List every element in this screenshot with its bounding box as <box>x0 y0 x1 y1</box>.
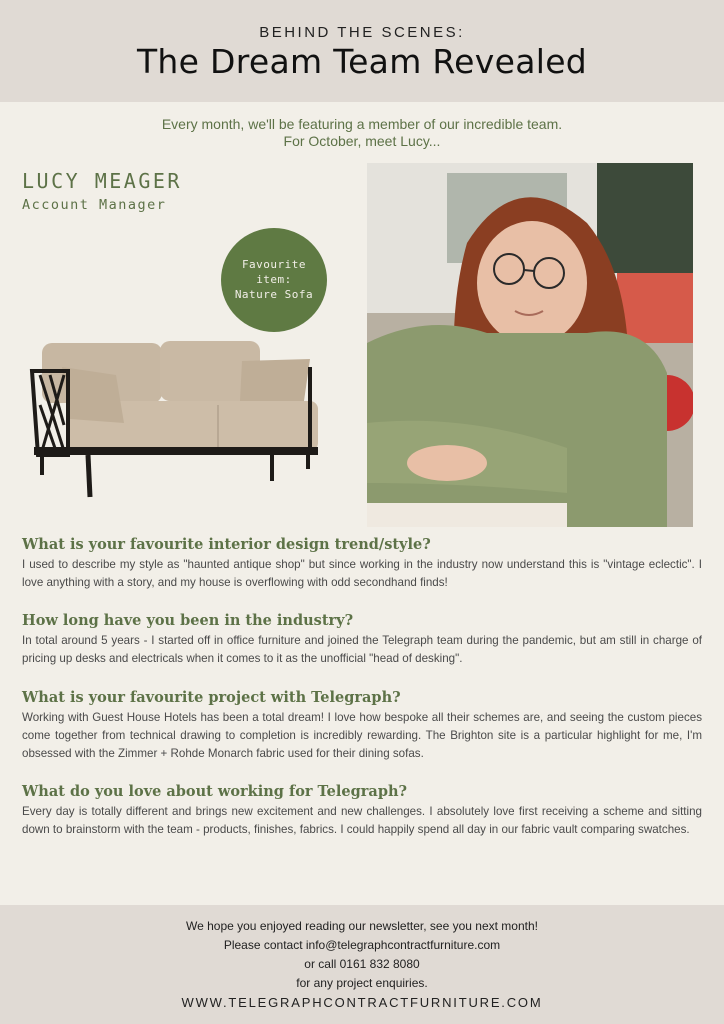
header-band <box>0 0 724 102</box>
favourite-item-badge <box>221 228 327 332</box>
sofa-image <box>28 335 324 503</box>
footer-line-1: We hope you enjoyed reading our newsletter, see you next month! <box>185 919 538 933</box>
intro-line-2: For October, meet Lucy... <box>283 133 441 149</box>
sofa-pillow-left <box>62 367 124 423</box>
qa-question-1: What is your favourite interior design trend/style? <box>22 536 431 553</box>
footer-line-2: Please contact info@telegraphcontractfurniture.com <box>223 938 501 952</box>
photo-face <box>477 221 587 345</box>
portrait-photo <box>367 163 693 527</box>
qa-question-2: How long have you been in the industry? <box>22 612 354 629</box>
intro-line-1: Every month, we'll be featuring a member of our incredible team. <box>161 116 563 132</box>
qa-item-1 <box>22 536 702 592</box>
profile-name: LUCY MEAGER <box>22 169 182 193</box>
qa-item-4 <box>22 783 702 839</box>
qa-answer-3: Working with Guest House Hotels has been a total dream! I love how bespoke all their schemes are, and seeing the custom pieces come together from technical drawing to completion is incredibly rewarding. The Brighton site is a particular highlight for me, I'm obsessed with the Zimmer + Rohde Monarch fabric used for their dining sofas. <box>22 711 702 760</box>
footer-line-3: or call 0161 832 8080 <box>304 957 420 971</box>
qa-answer-4: Every day is totally different and brings new excitement and new challenges. I absolutely love first receiving a scheme and sitting down to brainstorm with the team - products, finishes, fabrics. I could happily spend all day in our fabric vault comparing swatches. <box>22 805 702 836</box>
badge-line-3: Nature Sofa <box>234 288 314 301</box>
qa-item-3 <box>22 689 702 763</box>
qa-question-3: What is your favourite project with Telegraph? <box>22 689 401 706</box>
page-title: The Dream Team Revealed <box>136 42 588 81</box>
sofa-frame <box>34 447 318 455</box>
intro-text <box>0 116 724 150</box>
footer-website[interactable]: WWW.TELEGRAPHCONTRACTFURNITURE.COM <box>181 995 543 1010</box>
qa-answer-1: I used to describe my style as "haunted antique shop" but since working in the industry now understand this is "vintage eclectic". I love anything with a story, and my house is overflowing with odd secondhand finds! <box>22 558 702 589</box>
badge-line-2: item: <box>256 273 292 286</box>
sofa-pillow-right <box>240 359 310 401</box>
badge-line-1: Favourite <box>241 258 307 271</box>
header-kicker: BEHIND THE SCENES: <box>259 24 465 41</box>
footer-band <box>0 905 724 1024</box>
footer-line-4: for any project enquiries. <box>296 976 428 990</box>
qa-answer-2: In total around 5 years - I started off in office furniture and joined the Telegraph team during the pandemic, but am still in charge of pricing up desks and electricals when it comes to it as the unofficial "head of desking". <box>22 634 702 665</box>
profile-role: Account Manager <box>22 197 167 213</box>
qa-question-4: What do you love about working for Telegraph? <box>22 783 407 800</box>
qa-item-2 <box>22 612 702 668</box>
